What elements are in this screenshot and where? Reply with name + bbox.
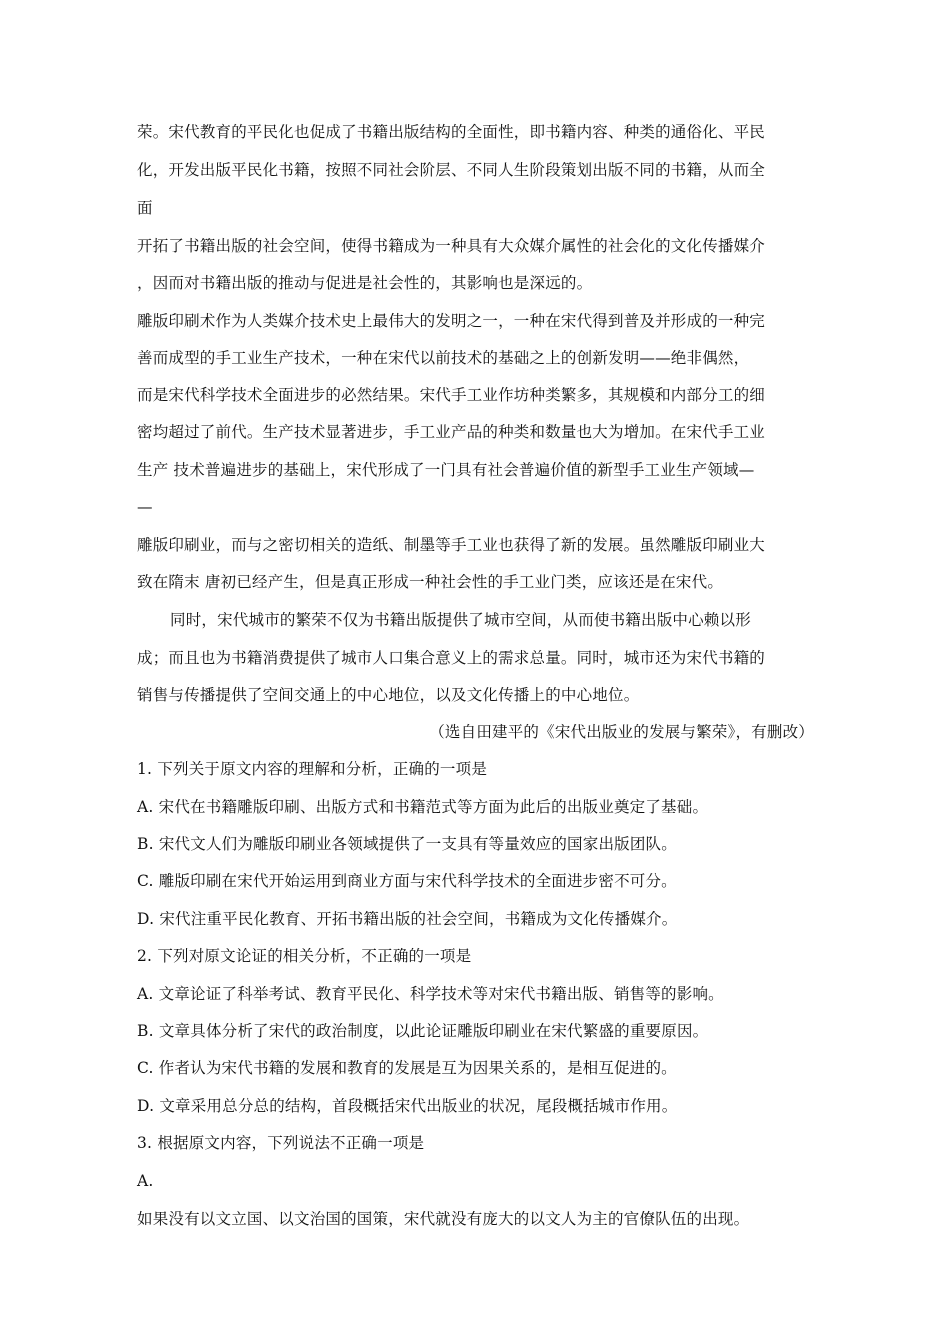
- paragraph-1-line-5: ，因而对书籍出版的推动与促进是社会性的，其影响也是深远的。: [137, 274, 593, 292]
- question-1-option-a: A. 宋代在书籍雕版印刷、出版方式和书籍范式等方面为此后的出版业奠定了基础。: [137, 798, 709, 816]
- paragraph-3-line-1: 同时，宋代城市的繁荣不仅为书籍出版提供了城市空间，从而使书籍出版中心赖以形: [170, 611, 751, 629]
- question-1-stem: 1. 下列关于原文内容的理解和分析，正确的一项是: [137, 760, 488, 778]
- paragraph-2-line-5: 生产 技术普遍进步的基础上，宋代形成了一门具有社会普遍价值的新型手工业生产领域—: [137, 461, 755, 479]
- question-1-option-b: B. 宋代文人们为雕版印刷业各领域提供了一支具有等量效应的国家出版团队。: [137, 835, 677, 853]
- question-1-option-c: C. 雕版印刷在宋代开始运用到商业方面与宋代科学技术的全面进步密不可分。: [137, 872, 677, 890]
- question-3-option-a-text: 如果没有以文立国、以文治国的国策，宋代就没有庞大的以文人为主的官僚队伍的出现。: [137, 1210, 750, 1228]
- paragraph-1-line-4: 开拓了书籍出版的社会空间，使得书籍成为一种具有大众媒介属性的社会化的文化传播媒介: [137, 237, 766, 255]
- paragraph-2-line-7: 雕版印刷业，而与之密切相关的造纸、制墨等手工业也获得了新的发展。虽然雕版印刷业大: [137, 536, 766, 554]
- question-2-option-a: A. 文章论证了科举考试、教育平民化、科学技术等对宋代书籍出版、销售等的影响。: [137, 985, 724, 1003]
- paragraph-1-line-3: 面: [137, 199, 153, 217]
- paragraph-2-line-1: 雕版印刷术作为人类媒介技术史上最伟大的发明之一，一种在宋代得到普及并形成的一种完: [137, 312, 766, 330]
- question-3-stem: 3. 根据原文内容，下列说法不正确一项是: [137, 1134, 425, 1152]
- question-2-option-c: C. 作者认为宋代书籍的发展和教育的发展是互为因果关系的，是相互促进的。: [137, 1059, 677, 1077]
- paragraph-1-line-2: 化，开发出版平民化书籍，按照不同社会阶层、不同人生阶段策划出版不同的书籍，从而全: [137, 161, 766, 179]
- question-3-option-a-label: A.: [137, 1172, 154, 1190]
- paragraph-2-line-4: 密均超过了前代。生产技术显著进步，手工业产品的种类和数量也大为增加。在宋代手工业: [137, 423, 766, 441]
- question-2-option-b: B. 文章具体分析了宋代的政治制度，以此论证雕版印刷业在宋代繁盛的重要原因。: [137, 1022, 709, 1040]
- question-1-option-d: D. 宋代注重平民化教育、开拓书籍出版的社会空间，书籍成为文化传播媒介。: [137, 910, 678, 928]
- paragraph-3-line-3: 销售与传播提供了空间交通上的中心地位，以及文化传播上的中心地位。: [137, 686, 640, 704]
- paragraph-2-line-3: 而是宋代科学技术全面进步的必然结果。宋代手工业作坊种类繁多，其规模和内部分工的细: [137, 386, 766, 404]
- question-2-stem: 2. 下列对原文论证的相关分析，不正确的一项是: [137, 947, 472, 965]
- paragraph-3-line-2: 成；而且也为书籍消费提供了城市人口集合意义上的需求总量。同时，城市还为宋代书籍的: [137, 649, 766, 667]
- source-citation: （选自田建平的《宋代出版业的发展与繁荣》，有删改）: [429, 723, 814, 741]
- paragraph-1-line-1: 荣。宋代教育的平民化也促成了书籍出版结构的全面性，即书籍内容、种类的通俗化、平民: [137, 123, 766, 141]
- paragraph-2-line-8: 致在隋末 唐初已经产生，但是真正形成一种社会性的手工业门类，应该还是在宋代。: [137, 573, 724, 591]
- question-2-option-d: D. 文章采用总分总的结构，首段概括宋代出版业的状况，尾段概括城市作用。: [137, 1097, 678, 1115]
- paragraph-2-line-6: —: [137, 498, 153, 516]
- paragraph-2-line-2: 善而成型的手工业生产技术，一种在宋代以前技术的基础之上的创新发明——绝非偶然，: [137, 349, 750, 367]
